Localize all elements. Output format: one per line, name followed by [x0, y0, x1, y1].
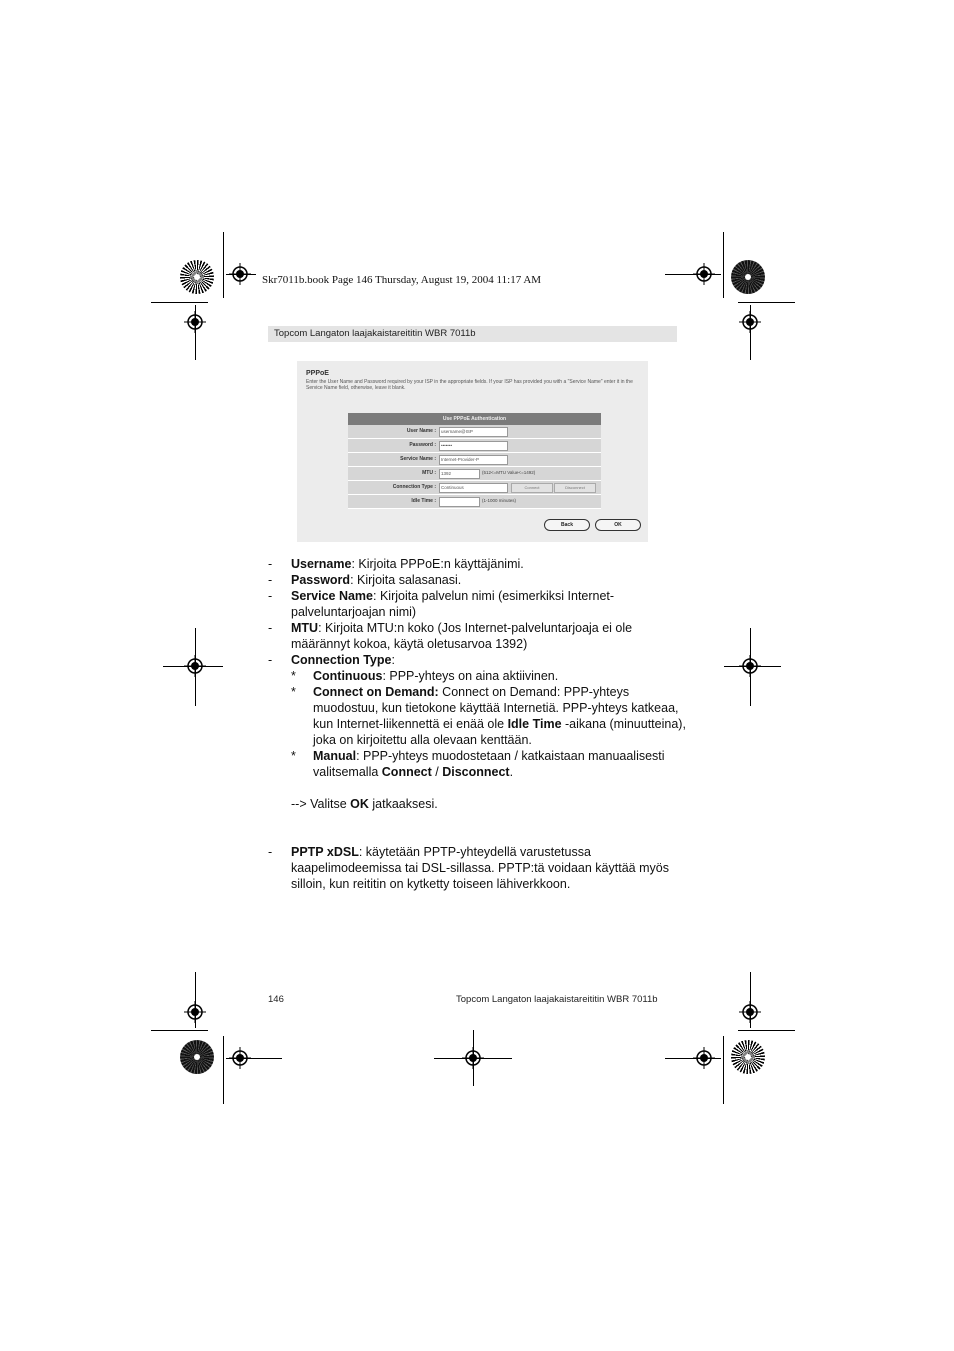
bullet-star: *: [291, 749, 296, 763]
sub-item-continuous: [268, 668, 688, 684]
instructions: [268, 556, 688, 892]
mtu-hint: (512<=MTU Value<=1492): [482, 470, 536, 475]
registration-mark-icon: [462, 1047, 484, 1069]
color-wheel-icon: [180, 1040, 214, 1074]
term: Connection Type: [291, 653, 392, 667]
term: PPTP xDSL: [291, 845, 359, 859]
registration-mark-icon: [184, 311, 206, 333]
registration-mark-icon: [229, 263, 251, 285]
pppoe-row-idle-time: [348, 495, 601, 509]
term: Password: [291, 573, 351, 587]
description: : käytetään PPTP-yhteydellä varustetussa kaapelimodeemissa tai DSL-sillassa. PPTP:tä voidaan käyttää myös silloin, kun reititin on kytketty toiseen lähiverkkoon.: [291, 845, 669, 891]
connect-term: Connect: [381, 765, 432, 779]
field-label: Idle Time :: [411, 498, 436, 504]
registration-mark-icon: [184, 1001, 206, 1023]
registration-mark-icon: [739, 311, 761, 333]
slash: /: [431, 765, 443, 779]
username-input[interactable]: username@ISP: [439, 427, 508, 437]
idle-time-term: Idle Time: [507, 717, 562, 731]
mtu-input[interactable]: 1392: [439, 469, 480, 479]
registration-mark-icon: [693, 263, 715, 285]
ok-pre: --> Valitse: [291, 797, 351, 811]
description: :: [391, 653, 395, 667]
disconnect-button[interactable]: Disconnect: [554, 483, 596, 493]
field-label: User Name :: [406, 428, 436, 434]
list-item-username: [268, 556, 688, 572]
description: : PPP-yhteys on aina aktiivinen.: [382, 669, 559, 683]
bullet-star: *: [291, 669, 296, 683]
term: Username: [291, 557, 352, 571]
color-wheel-icon: [731, 1040, 765, 1074]
book-info-line: Skr7011b.book Page 146 Thursday, August 19, 2004 11:17 AM: [262, 274, 542, 286]
list-item-connection-type: [268, 652, 688, 668]
list-item-service-name: [268, 588, 688, 620]
field-label: Connection Type :: [392, 484, 436, 490]
term: Connect on Demand:: [313, 685, 439, 699]
password-input[interactable]: •••••••: [439, 441, 508, 451]
pppoe-title: PPPoE: [306, 370, 329, 377]
pppoe-row-mtu: [348, 467, 601, 481]
ok-term: OK: [350, 797, 369, 811]
description: : PPP-yhteys muodostetaan / katkaistaan manuaalisesti valitsemalla: [313, 749, 665, 779]
idle-time-input[interactable]: [439, 497, 480, 507]
bullet-dash: -: [268, 845, 273, 859]
connect-button[interactable]: Connect: [511, 483, 553, 493]
description: : Kirjoita salasanasi.: [350, 573, 462, 587]
color-wheel-icon: [731, 260, 765, 294]
page-header-title: Topcom Langaton laajakaistareititin WBR 7011b: [274, 328, 476, 339]
field-label: Password :: [409, 442, 436, 448]
footer-title: Topcom Langaton laajakaistareititin WBR 7011b: [456, 994, 658, 1005]
bullet-star: *: [291, 685, 296, 699]
disconnect-term: Disconnect: [442, 765, 510, 779]
idle-time-hint: (1-1000 minutes): [482, 498, 517, 503]
term: MTU: [291, 621, 319, 635]
term: Continuous: [313, 669, 383, 683]
back-button[interactable]: Back: [544, 519, 590, 531]
bullet-dash: -: [268, 653, 273, 667]
term: Manual: [313, 749, 357, 763]
description: : Kirjoita MTU:n koko (Jos Internet-palveluntarjoaja ei ole määrännyt kokoa, käytä oletusarvoa 1392): [291, 621, 633, 651]
registration-mark-icon: [693, 1047, 715, 1069]
bullet-dash: -: [268, 557, 273, 571]
page-header: [268, 326, 677, 342]
bullet-dash: -: [268, 621, 273, 635]
pppoe-description: Enter the User Name and Password required by your ISP in the appropriate fields. If your ISP has provided you with a "Service Name" enter it in the Service Name field, otherwise, leave it blank.: [306, 379, 633, 391]
pppoe-table-header: Use PPPoE Authentication: [348, 413, 601, 425]
sub-item-connect-on-demand: [268, 684, 688, 748]
period: .: [509, 765, 514, 779]
pppoe-row-password: [348, 439, 601, 453]
field-label: Service Name :: [400, 456, 436, 462]
pppoe-auth-table: [348, 413, 601, 509]
service-name-input[interactable]: Internet-Provider-P: [439, 455, 508, 465]
list-item-pptp: [268, 844, 688, 892]
term: Service Name: [291, 589, 374, 603]
color-wheel-icon: [180, 260, 214, 294]
description: Connect on Demand: PPP-yhteys muodostuu, kun tietokone käyttää Internetiä. PPP-yhteys katkeaa, kun Internet-liikennettä ei enää ole: [313, 685, 679, 731]
registration-mark-icon: [739, 1001, 761, 1023]
sub-item-manual: [268, 748, 688, 780]
page-number: 146: [268, 994, 284, 1005]
description-end: -aikana (minuutteina), joka on kirjoitettu alla olevaan kenttään.: [313, 717, 686, 747]
pppoe-row-username: [348, 425, 601, 439]
description: : Kirjoita palvelun nimi (esimerkiksi Internet-palveluntarjoajan nimi): [291, 589, 615, 619]
description: : Kirjoita PPPoE:n käyttäjänimi.: [351, 557, 524, 571]
bullet-dash: -: [268, 589, 273, 603]
list-item-mtu: [268, 620, 688, 652]
pppoe-row-connection-type: [348, 481, 601, 495]
connection-type-select[interactable]: Continuous: [439, 483, 508, 493]
pppoe-screenshot: [297, 361, 648, 542]
registration-mark-icon: [739, 655, 761, 677]
ok-instruction: [268, 796, 688, 812]
field-label: MTU :: [422, 470, 436, 476]
list-item-password: [268, 572, 688, 588]
registration-mark-icon: [184, 655, 206, 677]
bullet-dash: -: [268, 573, 273, 587]
registration-mark-icon: [229, 1047, 251, 1069]
ok-button[interactable]: OK: [595, 519, 641, 531]
pppoe-row-service-name: [348, 453, 601, 467]
ok-post: jatkaaksesi.: [368, 797, 438, 811]
